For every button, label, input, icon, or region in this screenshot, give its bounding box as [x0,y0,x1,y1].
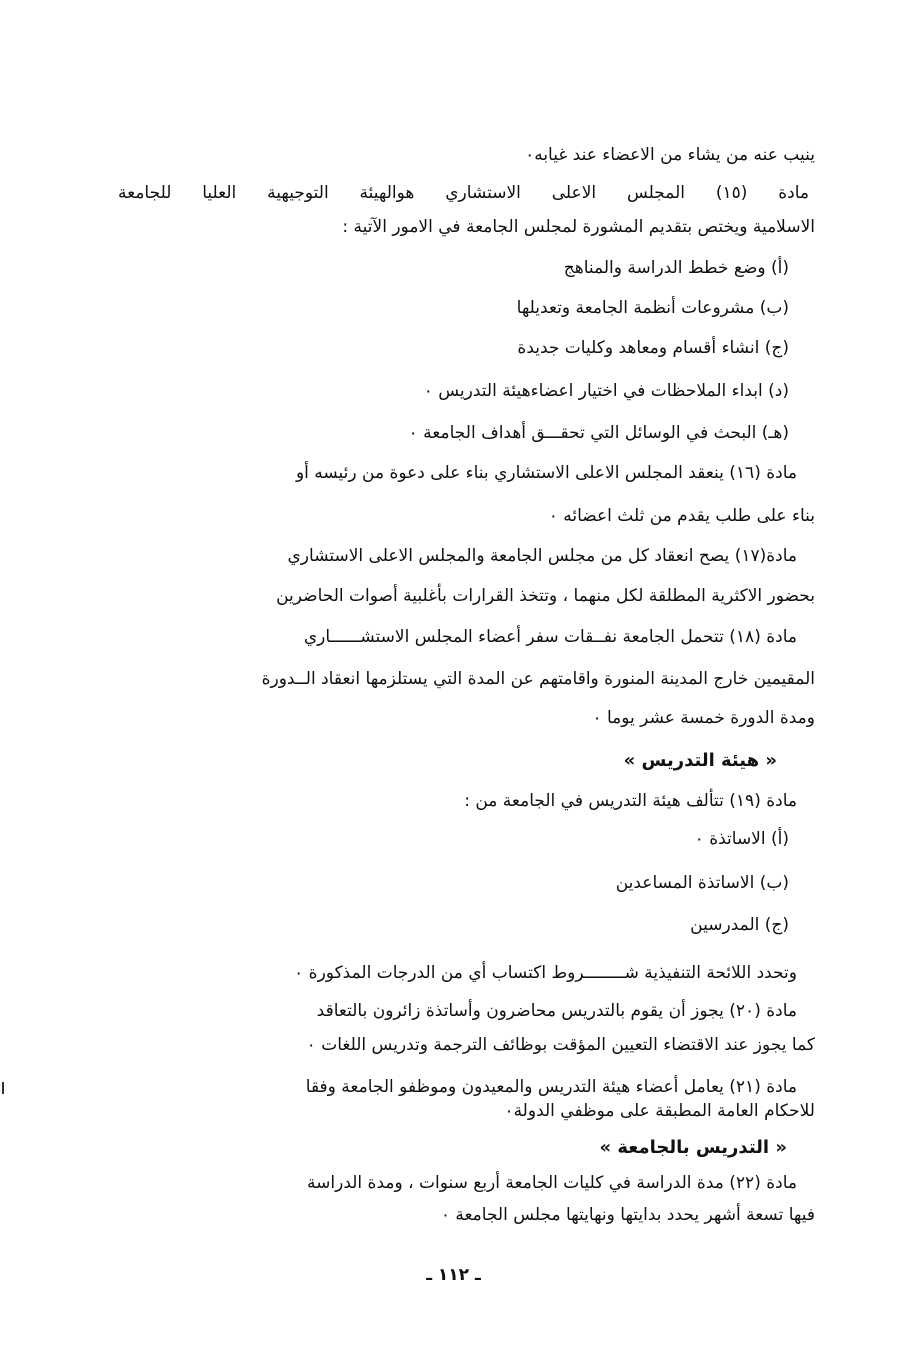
text-line: مادة (١٥) المجلس الاعلى الاستشاري هوالهيئة التوجيهية العليا للجامعة [118,183,809,203]
text-line: بناء على طلب يقدم من ثلث اعضائه ٠ [548,506,815,526]
text-line: مادة (١٨) تتحمل الجامعة نفــقات سفر أعضاء المجلس الاستشــــــاري [303,627,797,647]
list-item: (أ) وضع خطط الدراسة والمناهج [563,258,789,278]
text-line: مادة (٢٢) مدة الدراسة في كليات الجامعة أربع سنوات ، ومدة الدراسة [307,1173,797,1193]
text-line: بحضور الاكثرية المطلقة لكل منهما ، وتتخذ القرارات بأغلبية أصوات الحاضرين [276,586,815,606]
scan-mark [2,1082,4,1094]
text-line: فيها تسعة أشهر يحدد بدايتها ونهايتها مجلس الجامعة ٠ [440,1205,815,1225]
text-line: مادة (١٦) ينعقد المجلس الاعلى الاستشاري بناء على دعوة من رئيسه أو [295,463,797,483]
text-line: للاحكام العامة المطبقة على موظفي الدولة٠ [504,1101,815,1121]
section-heading: « هيئة التدريس » [623,750,777,771]
section-heading: « التدريس بالجامعة » [599,1137,787,1158]
text-line: ومدة الدورة خمسة عشر يوما ٠ [592,708,815,728]
text-line: الاسلامية ويختص بتقديم المشورة لمجلس الجامعة في الامور الآتية : [342,217,815,237]
list-item: (ب) مشروعات أنظمة الجامعة وتعديلها [516,298,789,318]
text-line: ينيب عنه من يشاء من الاعضاء عند غيابه٠ [525,145,815,165]
text-line: مادة (١٩) تتألف هيئة التدريس في الجامعة من : [464,791,797,811]
list-item: (أ) الاساتذة ٠ [694,829,789,849]
text-line: مادة(١٧) يصح انعقاد كل من مجلس الجامعة والمجلس الاعلى الاستشاري [287,546,797,566]
page-number: ـ ١١٢ ـ [426,1265,481,1285]
text-line: وتحدد اللائحة التنفيذية شــــــــروط اكتساب أي من الدرجات المذكورة ٠ [294,963,797,983]
list-item: (هـ) البحث في الوسائل التي تحقـــق أهداف الجامعة ٠ [408,423,789,443]
list-item: (ب) الاساتذة المساعدين [615,873,789,893]
text-line: المقيمين خارج المدينة المنورة واقامتهم عن المدة التي يستلزمها انعقاد الــدورة [261,669,815,689]
list-item: (ج) انشاء أقسام ومعاهد وكليات جديدة [517,338,789,358]
text-line: مادة (٢٠) يجوز أن يقوم بالتدريس محاضرون وأساتذة زائرون بالتعاقد [316,1001,797,1021]
list-item: (ج) المدرسين [690,915,789,935]
text-line: كما يجوز عند الاقتضاء التعيين المؤقت بوظائف الترجمة وتدريس اللغات ٠ [306,1035,815,1055]
list-item: (د) ابداء الملاحظات في اختيار اعضاءهيئة التدريس ٠ [423,381,789,401]
text-line: مادة (٢١) يعامل أعضاء هيئة التدريس والمعيدون وموظفو الجامعة وفقا [305,1077,797,1097]
